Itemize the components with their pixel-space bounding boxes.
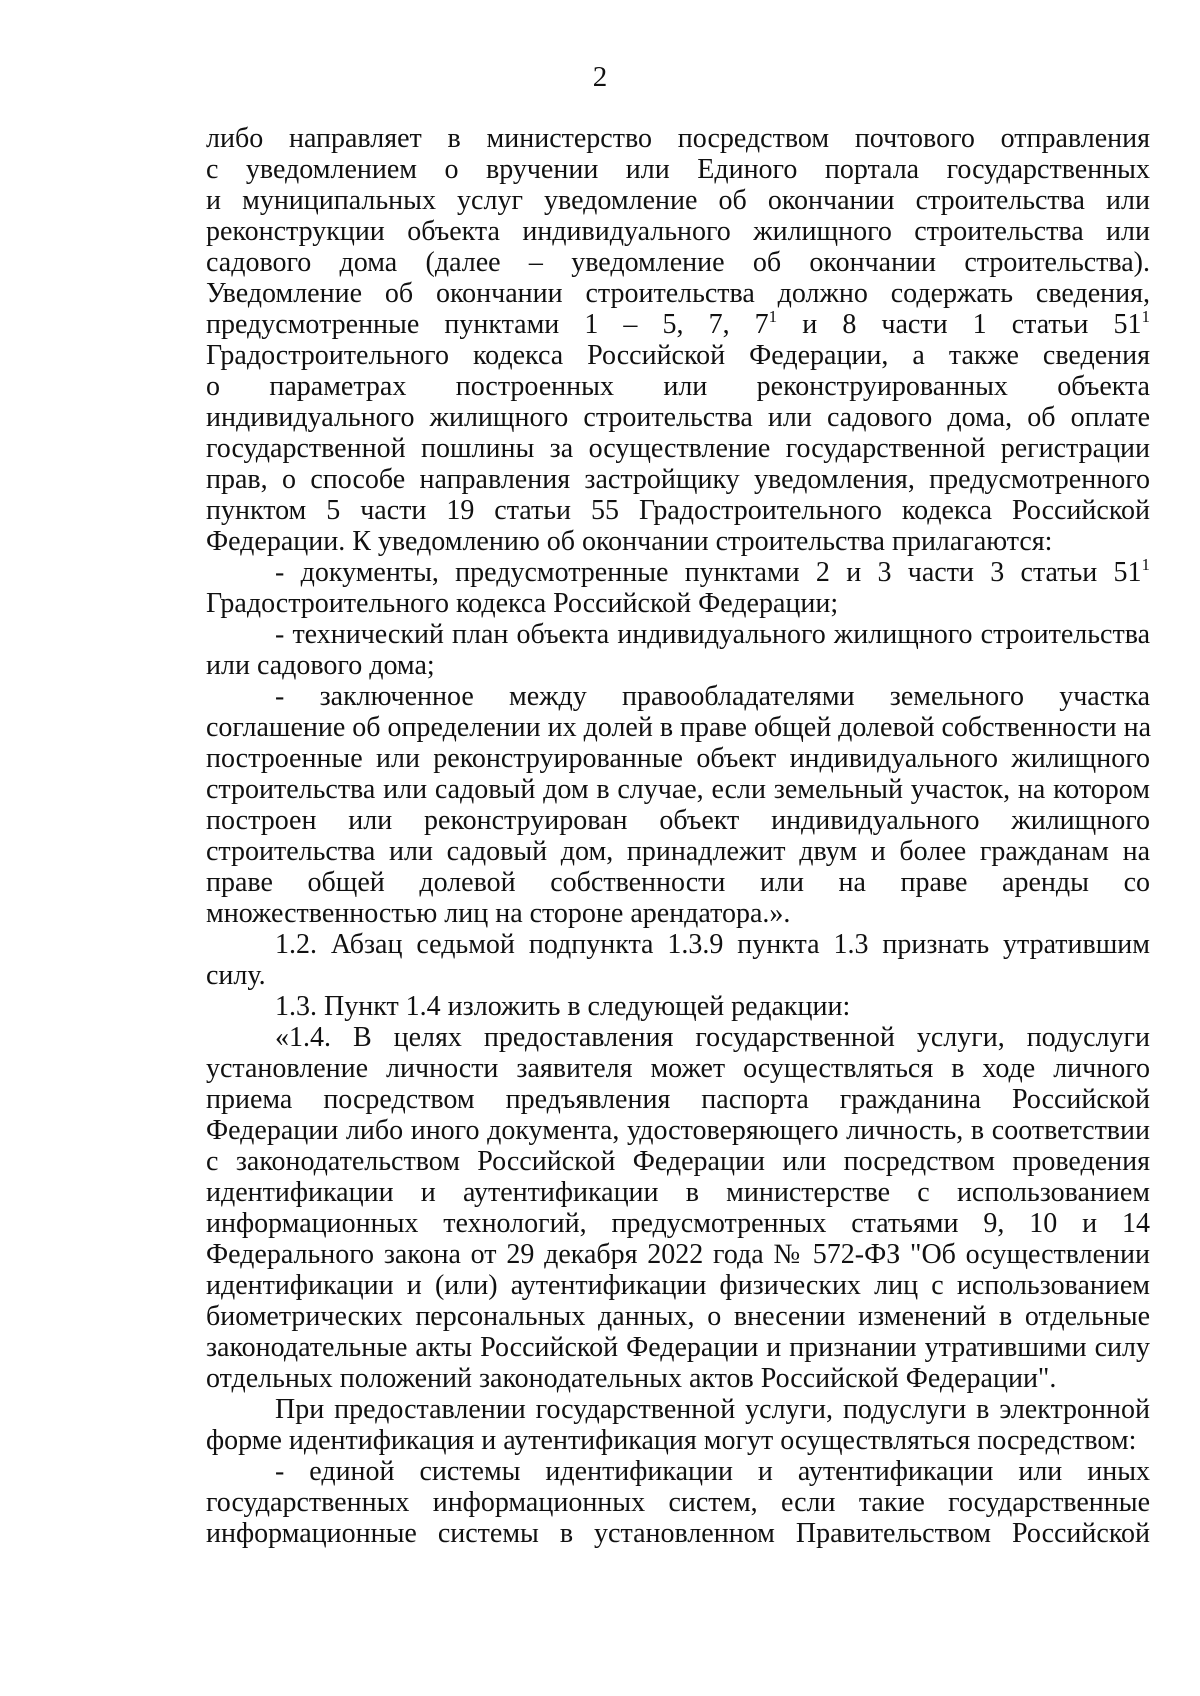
text-line: с уведомлением о вручении или Единого портала государственных [206,154,1150,185]
text-line [206,557,1150,588]
text-line: информационные системы в установленном Правительством Российской [206,1518,1150,1549]
text-line: пунктом 5 части 19 статьи 55 Градостроительного кодекса Российской [206,495,1150,526]
text-segment: - документы, предусмотренные пунктами 2 и 3 части 3 статьи 51 [275,557,1142,588]
page-number: 2 [592,61,608,93]
text-line: соглашение об определении их долей в праве общей долевой собственности на [206,712,1152,743]
text-line: силу. [206,960,266,991]
text-line: При предоставлении государственной услуги, подуслуги в электронной [275,1394,1150,1425]
text-line: множественностью лиц на стороне арендатора.». [206,898,791,929]
text-line: садового дома (далее – уведомление об окончании строительства). [206,247,1150,278]
text-line: государственных информационных систем, если такие государственные [206,1487,1150,1518]
text-line: идентификации и (или) аутентификации физических лиц с использованием [206,1270,1150,1301]
document-body [206,123,1150,1549]
text-line: - технический план объекта индивидуального жилищного строительства [275,619,1150,650]
text-segment: предусмотренные пунктами 1 – 5, 7, 7 [206,309,769,340]
text-line: Градостроительного кодекса Российской Федерации, а также сведения [206,340,1150,371]
text-line: строительства или садовый дом в случае, если земельный участок, на котором [206,774,1150,805]
text-line: либо направляет в министерство посредством почтового отправления [206,123,1150,154]
text-line: с законодательством Российской Федерации или посредством проведения [206,1146,1150,1177]
text-line: государственной пошлины за осуществление государственной регистрации [206,433,1150,464]
superscript: 1 [1141,307,1150,326]
text-line: о параметрах построенных или реконструированных объекта [206,371,1150,402]
text-line: строительства или садовый дом, принадлежит двум и более гражданам на [206,836,1150,867]
text-line: форме идентификация и аутентификация могут осуществляться посредством: [206,1425,1137,1456]
text-line: - единой системы идентификации и аутентификации или иных [275,1456,1150,1487]
text-line: установление личности заявителя может осуществляться в ходе личного [206,1053,1150,1084]
text-line: Федерального закона от 29 декабря 2022 года № 572-ФЗ "Об осуществлении [206,1239,1150,1270]
text-line [206,309,1150,340]
text-line: информационных технологий, предусмотренных статьями 9, 10 и 14 [206,1208,1150,1239]
text-line: и муниципальных услуг уведомление об окончании строительства или [206,185,1150,216]
text-line: 1.3. Пункт 1.4 изложить в следующей редакции: [275,991,851,1022]
text-line: - заключенное между правообладателями земельного участка [275,681,1150,712]
text-line: Федерации либо иного документа, удостоверяющего личность, в соответствии [206,1115,1150,1146]
text-line: 1.2. Абзац седьмой подпункта 1.3.9 пункта 1.3 признать утратившим [275,929,1150,960]
text-line: законодательные акты Российской Федерации и признании утратившими силу [206,1332,1150,1363]
superscript: 1 [1141,555,1150,574]
text-line: или садового дома; [206,650,435,681]
text-segment: и 8 части 1 статьи 51 [777,309,1142,340]
text-line: идентификации и аутентификации в министерстве с использованием [206,1177,1150,1208]
text-line: «1.4. В целях предоставления государственной услуги, подуслуги [275,1022,1150,1053]
text-line: прав, о способе направления застройщику уведомления, предусмотренного [206,464,1150,495]
text-line: Уведомление об окончании строительства должно содержать сведения, [206,278,1150,309]
text-line: отдельных положений законодательных актов Российской Федерации". [206,1363,1057,1394]
text-line: реконструкции объекта индивидуального жилищного строительства или [206,216,1150,247]
text-line: индивидуального жилищного строительства или садового дома, об оплате [206,402,1150,433]
text-line: Федерации. К уведомлению об окончании строительства прилагаются: [206,526,1053,557]
text-line: биометрических персональных данных, о внесении изменений в отдельные [206,1301,1150,1332]
text-line: Градостроительного кодекса Российской Федерации; [206,588,839,619]
superscript: 1 [768,307,778,326]
text-line: праве общей долевой собственности или на праве аренды со [206,867,1150,898]
text-line: построенные или реконструированные объект индивидуального жилищного [206,743,1150,774]
text-line: приема посредством предъявления паспорта гражданина Российской [206,1084,1150,1115]
text-line: построен или реконструирован объект индивидуального жилищного [206,805,1150,836]
